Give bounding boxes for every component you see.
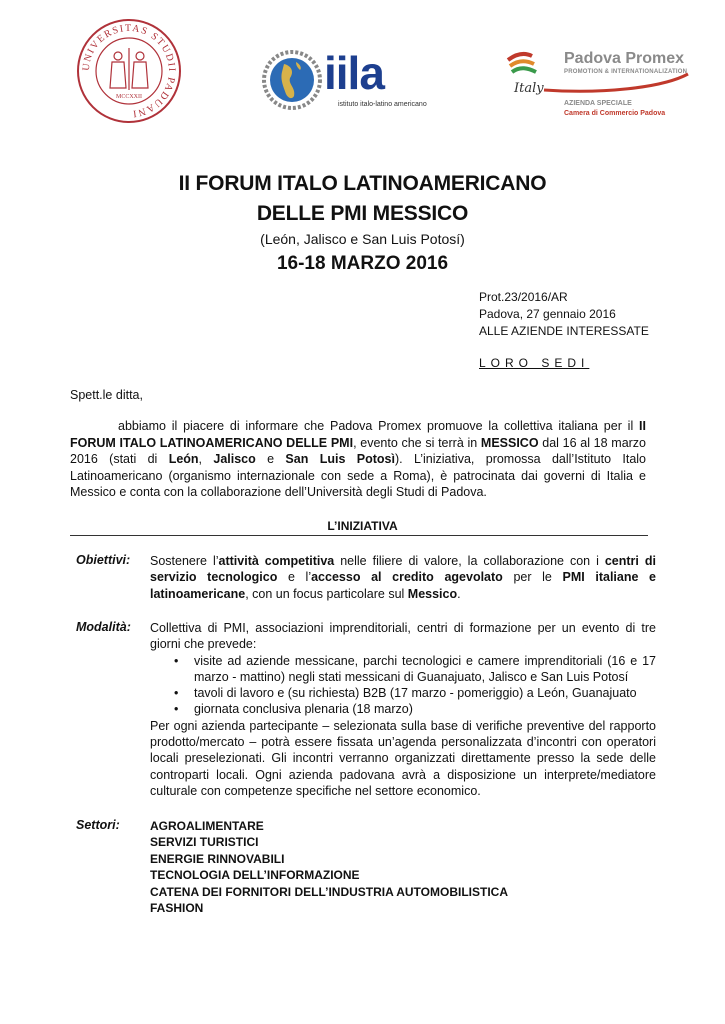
greeting: Spett.le ditta, (70, 388, 143, 402)
list-item: FASHION (150, 901, 204, 916)
list-item: • tavoli di lavoro e (su richiesta) B2B (17 marzo - pomeriggio) a León, Guanajuato (174, 686, 637, 701)
list-item: • visite ad aziende messicane, parchi tecnologici e camere imprenditoriali (16 e 17 marzo - mattino) negli stati messicani di Guanajuato, Jalisco e San Luis Potosí (174, 653, 656, 684)
bullet-icon: • (174, 653, 179, 668)
page-subtitle: (León, Jalisco e San Luis Potosí) (260, 231, 465, 247)
settori-list (150, 818, 508, 916)
promex-subtitle: PROMOTION & INTERNATIONALIZATION (564, 69, 688, 75)
modalita-label: Modalità: (76, 620, 131, 634)
loro-sedi: LORO SEDI (479, 356, 590, 370)
intro-paragraph: abbiamo il piacere di informare che Padova Promex promuove la collettiva italiana per il II FORUM ITALO LATINOAMERICANO DELLE PMI, evento che si terrà in MESSICO dal 16 al 18 marzo 2016 (stati di León, Jalisco e San Luis Potosì). L’iniziativa, promossa dall’Istituto Italo Latinoamericano (organismo internazionale con sede a Roma), è patrocinata dai governi di Italia e Messico e conta con la collaborazione dell’Università degli Studi di Padova. (70, 419, 647, 499)
modalita-intro: Collettiva di PMI, associazioni imprenditoriali, centri di formazione per un evento di tre giorni che prevede: (150, 621, 656, 652)
university-padova-seal-logo (76, 18, 182, 124)
section-title: L’INIZIATIVA (327, 519, 398, 533)
svg-text:Italy: Italy (514, 81, 544, 96)
promex-azienda-label: AZIENDA SPECIALE (564, 100, 632, 107)
settori-label: Settori: (76, 818, 120, 832)
list-item: AGROALIMENTARE (150, 819, 264, 833)
svg-text:UNIVERSITAS STUDII PADUANI: UNIVERSITAS STUDII PADUANI (80, 22, 178, 119)
obiettivi-text: Sostenere l’attività competitiva nelle filiere di valore, la collaborazione con i centri di servizio tecnologico e l’accesso al credito agevolato per le PMI italiane e latinoamericane, con un focus particolare sul Messico. (150, 554, 657, 601)
protocol-number: Prot.23/2016/AR (479, 290, 568, 304)
place-date: Padova, 27 gennaio 2016 (479, 307, 616, 321)
event-dates: 16-18 MARZO 2016 (276, 253, 449, 274)
bullet-icon: • (174, 686, 179, 701)
list-item: CATENA DEI FORNITORI DELL’INDUSTRIA AUTOMOBILISTICA (150, 884, 508, 899)
promex-camera-label: Camera di Commercio Padova (564, 110, 666, 117)
iila-subtitle: istituto italo-latino americano (338, 101, 427, 108)
obiettivi-label: Obiettivi: (76, 553, 131, 567)
globe-flags-icon (262, 50, 322, 110)
recipient-line: ALLE AZIENDE INTERESSATE (479, 324, 649, 338)
svg-text:MCCXXII: MCCXXII (115, 94, 143, 100)
promex-title: Padova Promex (564, 50, 685, 67)
promex-swoosh-icon (542, 72, 692, 94)
bullet-icon: • (174, 702, 179, 717)
iila-logo (262, 48, 432, 112)
page-title-line1: II FORUM ITALO LATINOAMERICANO (178, 172, 547, 195)
modalita-text (150, 620, 656, 799)
padova-promex-logo (502, 46, 692, 122)
list-item: • giornata conclusiva plenaria (18 marzo) (174, 702, 413, 717)
page-title-line2: DELLE PMI MESSICO (256, 202, 469, 225)
list-item: SERVIZI TURISTICI (150, 835, 259, 850)
section-divider (70, 535, 648, 536)
list-item: ENERGIE RINNOVABILI (150, 851, 285, 866)
modalita-outro: Per ogni azienda partecipante – selezionata sulla base di verifiche preventive del rapporto prodotto/mercato – potrà essere fissata un’agenda personalizzata d’incontri con operatori locali preselezionati. Gli incontri verranno organizzati direttamente presso la sede delle controparti locali. Ogni azienda padovana avrà a disposizione un interprete/mediatore culturale con competenze specifiche nel settore economico. (150, 718, 656, 798)
iila-wordmark: iila (324, 47, 384, 99)
list-item: TECNOLOGIA DELL’INFORMAZIONE (150, 868, 360, 883)
modalita-bullet-list (150, 653, 656, 718)
